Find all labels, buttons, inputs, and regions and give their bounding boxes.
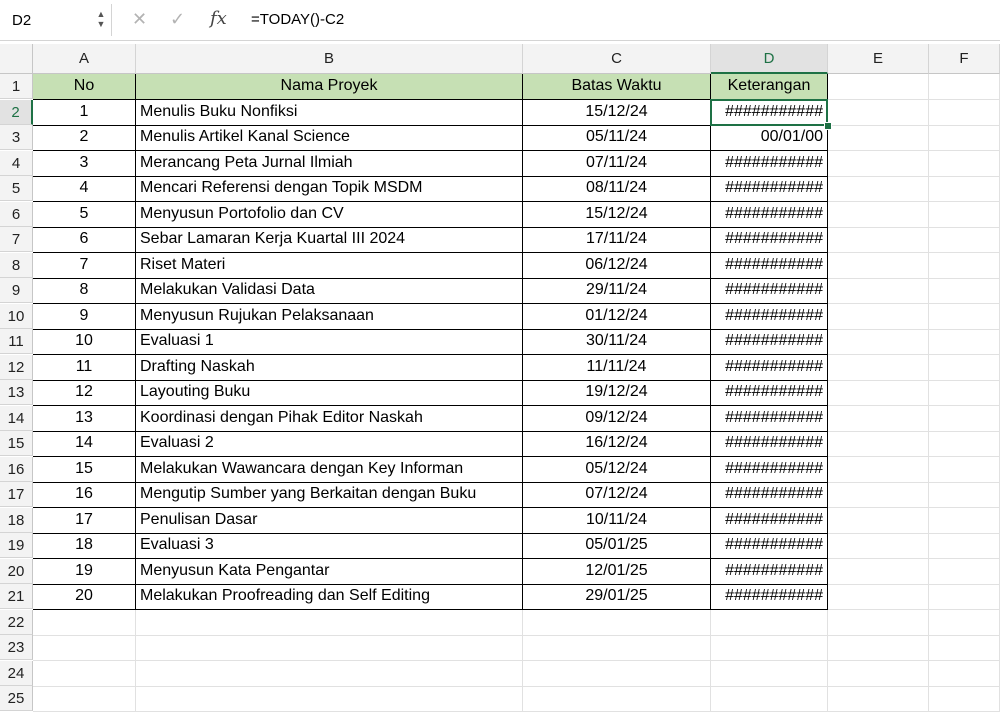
cell-e17[interactable] — [828, 482, 929, 508]
cell-c20[interactable]: 12/01/25 — [523, 559, 711, 585]
cell-d9[interactable]: ########### — [711, 278, 828, 304]
column-header-a[interactable]: A — [33, 44, 136, 74]
column-header-c[interactable]: C — [523, 44, 711, 74]
cell-c17[interactable]: 07/12/24 — [523, 482, 711, 508]
cell-e12[interactable] — [828, 355, 929, 381]
cell-e15[interactable] — [828, 431, 929, 457]
name-box-value: D2 — [12, 12, 32, 29]
cell-d2[interactable]: ########### — [711, 100, 828, 126]
function-icon[interactable]: fx — [210, 8, 227, 29]
cell-c16[interactable]: 05/12/24 — [523, 457, 711, 483]
cell-f7[interactable] — [929, 227, 1000, 253]
cell-d24[interactable] — [711, 661, 828, 687]
cell-a13[interactable]: 12 — [33, 380, 136, 406]
cell-d13[interactable]: ########### — [711, 380, 828, 406]
row-header-5[interactable]: 5 — [0, 176, 33, 201]
cell-f2[interactable] — [929, 100, 1000, 126]
cell-b4[interactable]: Merancang Peta Jurnal Ilmiah — [136, 151, 523, 177]
cell-e11[interactable] — [828, 329, 929, 355]
cell-d20[interactable]: ########### — [711, 559, 828, 585]
row-header-17[interactable]: 17 — [0, 482, 33, 507]
cell-f3[interactable] — [929, 125, 1000, 151]
cell-b1[interactable]: Nama Proyek — [136, 74, 523, 100]
cell-a4[interactable]: 3 — [33, 151, 136, 177]
row-header-8[interactable]: 8 — [0, 253, 33, 278]
column-header-d[interactable]: D — [711, 44, 828, 74]
cell-a15[interactable]: 14 — [33, 431, 136, 457]
cell-a22[interactable] — [33, 610, 136, 636]
cell-e10[interactable] — [828, 304, 929, 330]
cell-b20[interactable]: Menyusun Kata Pengantar — [136, 559, 523, 585]
cell-a19[interactable]: 18 — [33, 533, 136, 559]
cell-d5[interactable]: ########### — [711, 176, 828, 202]
cell-b6[interactable]: Menyusun Portofolio dan CV — [136, 202, 523, 228]
cell-c1[interactable]: Batas Waktu — [523, 74, 711, 100]
row-header-4[interactable]: 4 — [0, 151, 33, 176]
cell-d25[interactable] — [711, 686, 828, 712]
cell-a16[interactable]: 15 — [33, 457, 136, 483]
cell-d18[interactable]: ########### — [711, 508, 828, 534]
cell-d7[interactable]: ########### — [711, 227, 828, 253]
column-header-e[interactable]: E — [828, 44, 929, 74]
cell-c5[interactable]: 08/11/24 — [523, 176, 711, 202]
cell-c23[interactable] — [523, 635, 711, 661]
cell-d19[interactable]: ########### — [711, 533, 828, 559]
cell-a9[interactable]: 8 — [33, 278, 136, 304]
cell-d6[interactable]: ########### — [711, 202, 828, 228]
fill-handle[interactable] — [824, 122, 832, 130]
formula-bar — [0, 0, 1000, 41]
cell-f10[interactable] — [929, 304, 1000, 330]
cell-c11[interactable]: 30/11/24 — [523, 329, 711, 355]
cell-a8[interactable]: 7 — [33, 253, 136, 279]
cell-e9[interactable] — [828, 278, 929, 304]
cell-b25[interactable] — [136, 686, 523, 712]
cell-b19[interactable]: Evaluasi 3 — [136, 533, 523, 559]
cell-a23[interactable] — [33, 635, 136, 661]
cell-b18[interactable]: Penulisan Dasar — [136, 508, 523, 534]
row-header-13[interactable]: 13 — [0, 380, 33, 405]
row-header-25[interactable]: 25 — [0, 686, 33, 711]
cell-b16[interactable]: Melakukan Wawancara dengan Key Informan — [136, 457, 523, 483]
select-all-corner[interactable] — [0, 44, 33, 74]
cell-f23[interactable] — [929, 635, 1000, 661]
row-header-20[interactable]: 20 — [0, 559, 33, 584]
cell-d1[interactable]: Keterangan — [711, 74, 828, 100]
cell-d21[interactable]: ########### — [711, 584, 828, 610]
cell-d22[interactable] — [711, 610, 828, 636]
cell-e25[interactable] — [828, 686, 929, 712]
row-header-21[interactable]: 21 — [0, 584, 33, 609]
cell-f11[interactable] — [929, 329, 1000, 355]
cell-e1[interactable] — [828, 74, 929, 100]
cell-a20[interactable]: 19 — [33, 559, 136, 585]
cell-d10[interactable]: ########### — [711, 304, 828, 330]
cell-c18[interactable]: 10/11/24 — [523, 508, 711, 534]
cell-a25[interactable] — [33, 686, 136, 712]
cell-e23[interactable] — [828, 635, 929, 661]
cell-c8[interactable]: 06/12/24 — [523, 253, 711, 279]
row-header-7[interactable]: 7 — [0, 227, 33, 252]
cell-f14[interactable] — [929, 406, 1000, 432]
cell-a2[interactable]: 1 — [33, 100, 136, 126]
cell-c2[interactable]: 15/12/24 — [523, 100, 711, 126]
cell-a17[interactable]: 16 — [33, 482, 136, 508]
cell-b12[interactable]: Drafting Naskah — [136, 355, 523, 381]
cell-e19[interactable] — [828, 533, 929, 559]
confirm-icon[interactable]: ✓ — [170, 9, 186, 29]
cell-d3[interactable]: 00/01/00 — [711, 125, 828, 151]
cell-f25[interactable] — [929, 686, 1000, 712]
cell-b7[interactable]: Sebar Lamaran Kerja Kuartal III 2024 — [136, 227, 523, 253]
cell-a18[interactable]: 17 — [33, 508, 136, 534]
cell-f5[interactable] — [929, 176, 1000, 202]
cell-c13[interactable]: 19/12/24 — [523, 380, 711, 406]
cell-c6[interactable]: 15/12/24 — [523, 202, 711, 228]
cell-a3[interactable]: 2 — [33, 125, 136, 151]
cell-d23[interactable] — [711, 635, 828, 661]
cell-e4[interactable] — [828, 151, 929, 177]
name-box-stepper-icon[interactable]: ▲ ▼ — [96, 9, 106, 29]
cell-d15[interactable]: ########### — [711, 431, 828, 457]
cell-f1[interactable] — [929, 74, 1000, 100]
row-header-22[interactable]: 22 — [0, 610, 33, 635]
cell-c12[interactable]: 11/11/24 — [523, 355, 711, 381]
cell-c24[interactable] — [523, 661, 711, 687]
cell-c7[interactable]: 17/11/24 — [523, 227, 711, 253]
cell-e18[interactable] — [828, 508, 929, 534]
cell-f20[interactable] — [929, 559, 1000, 585]
cell-e24[interactable] — [828, 661, 929, 687]
cell-c4[interactable]: 07/11/24 — [523, 151, 711, 177]
cell-a10[interactable]: 9 — [33, 304, 136, 330]
cell-a12[interactable]: 11 — [33, 355, 136, 381]
cell-d8[interactable]: ########### — [711, 253, 828, 279]
cell-c19[interactable]: 05/01/25 — [523, 533, 711, 559]
cell-c10[interactable]: 01/12/24 — [523, 304, 711, 330]
cell-e22[interactable] — [828, 610, 929, 636]
column-header-b[interactable]: B — [136, 44, 523, 74]
cell-f13[interactable] — [929, 380, 1000, 406]
cell-f15[interactable] — [929, 431, 1000, 457]
cell-f21[interactable] — [929, 584, 1000, 610]
cell-b14[interactable]: Koordinasi dengan Pihak Editor Naskah — [136, 406, 523, 432]
column-header-f[interactable]: F — [929, 44, 1000, 74]
cell-e2[interactable] — [828, 100, 929, 126]
row-header-14[interactable]: 14 — [0, 406, 33, 431]
cell-a11[interactable]: 10 — [33, 329, 136, 355]
cell-b2[interactable]: Menulis Buku Nonfiksi — [136, 100, 523, 126]
cell-b17[interactable]: Mengutip Sumber yang Berkaitan dengan Buku — [136, 482, 523, 508]
row-header-12[interactable]: 12 — [0, 355, 33, 380]
cell-a7[interactable]: 6 — [33, 227, 136, 253]
cell-e13[interactable] — [828, 380, 929, 406]
row-header-1[interactable]: 1 — [0, 74, 33, 99]
cell-b10[interactable]: Menyusun Rujukan Pelaksanaan — [136, 304, 523, 330]
cell-e21[interactable] — [828, 584, 929, 610]
cell-e16[interactable] — [828, 457, 929, 483]
name-box[interactable] — [0, 4, 112, 36]
cell-b5[interactable]: Mencari Referensi dengan Topik MSDM — [136, 176, 523, 202]
cell-a14[interactable]: 13 — [33, 406, 136, 432]
cell-f6[interactable] — [929, 202, 1000, 228]
cell-a6[interactable]: 5 — [33, 202, 136, 228]
cell-b24[interactable] — [136, 661, 523, 687]
cell-a5[interactable]: 4 — [33, 176, 136, 202]
cell-b23[interactable] — [136, 635, 523, 661]
cell-c15[interactable]: 16/12/24 — [523, 431, 711, 457]
cell-d16[interactable]: ########### — [711, 457, 828, 483]
row-header-23[interactable]: 23 — [0, 635, 33, 660]
cell-e3[interactable] — [828, 125, 929, 151]
row-header-18[interactable]: 18 — [0, 508, 33, 533]
cell-b9[interactable]: Melakukan Validasi Data — [136, 278, 523, 304]
row-header-9[interactable]: 9 — [0, 278, 33, 303]
cell-f4[interactable] — [929, 151, 1000, 177]
cell-f24[interactable] — [929, 661, 1000, 687]
row-header-16[interactable]: 16 — [0, 457, 33, 482]
cell-a24[interactable] — [33, 661, 136, 687]
row-header-3[interactable]: 3 — [0, 125, 33, 150]
cell-e8[interactable] — [828, 253, 929, 279]
cell-e7[interactable] — [828, 227, 929, 253]
cell-c3[interactable]: 05/11/24 — [523, 125, 711, 151]
row-header-6[interactable]: 6 — [0, 202, 33, 227]
cell-f18[interactable] — [929, 508, 1000, 534]
cell-e20[interactable] — [828, 559, 929, 585]
row-header-10[interactable]: 10 — [0, 304, 33, 329]
row-header-11[interactable]: 11 — [0, 329, 33, 354]
cell-b11[interactable]: Evaluasi 1 — [136, 329, 523, 355]
cell-b22[interactable] — [136, 610, 523, 636]
cell-c25[interactable] — [523, 686, 711, 712]
formula-input[interactable]: =TODAY()-C2 — [251, 11, 345, 28]
cell-e6[interactable] — [828, 202, 929, 228]
cancel-icon[interactable]: ✕ — [132, 9, 148, 29]
cell-c9[interactable]: 29/11/24 — [523, 278, 711, 304]
cell-b3[interactable]: Menulis Artikel Kanal Science — [136, 125, 523, 151]
cell-f9[interactable] — [929, 278, 1000, 304]
row-header-19[interactable]: 19 — [0, 533, 33, 558]
cell-d11[interactable]: ########### — [711, 329, 828, 355]
cell-c21[interactable]: 29/01/25 — [523, 584, 711, 610]
row-header-2[interactable]: 2 — [0, 100, 33, 125]
cell-f8[interactable] — [929, 253, 1000, 279]
cell-a1[interactable]: No — [33, 74, 136, 100]
cell-c22[interactable] — [523, 610, 711, 636]
cell-d12[interactable]: ########### — [711, 355, 828, 381]
cell-b15[interactable]: Evaluasi 2 — [136, 431, 523, 457]
cell-b13[interactable]: Layouting Buku — [136, 380, 523, 406]
cell-b21[interactable]: Melakukan Proofreading dan Self Editing — [136, 584, 523, 610]
cell-e14[interactable] — [828, 406, 929, 432]
cell-d17[interactable]: ########### — [711, 482, 828, 508]
cell-a21[interactable]: 20 — [33, 584, 136, 610]
cell-d14[interactable]: ########### — [711, 406, 828, 432]
cell-e5[interactable] — [828, 176, 929, 202]
cell-c14[interactable]: 09/12/24 — [523, 406, 711, 432]
cell-f22[interactable] — [929, 610, 1000, 636]
cell-f17[interactable] — [929, 482, 1000, 508]
row-header-15[interactable]: 15 — [0, 431, 33, 456]
cell-f12[interactable] — [929, 355, 1000, 381]
row-header-24[interactable]: 24 — [0, 661, 33, 686]
cell-d4[interactable]: ########### — [711, 151, 828, 177]
cell-b8[interactable]: Riset Materi — [136, 253, 523, 279]
cell-f16[interactable] — [929, 457, 1000, 483]
formula-icons — [112, 0, 242, 40]
cell-f19[interactable] — [929, 533, 1000, 559]
